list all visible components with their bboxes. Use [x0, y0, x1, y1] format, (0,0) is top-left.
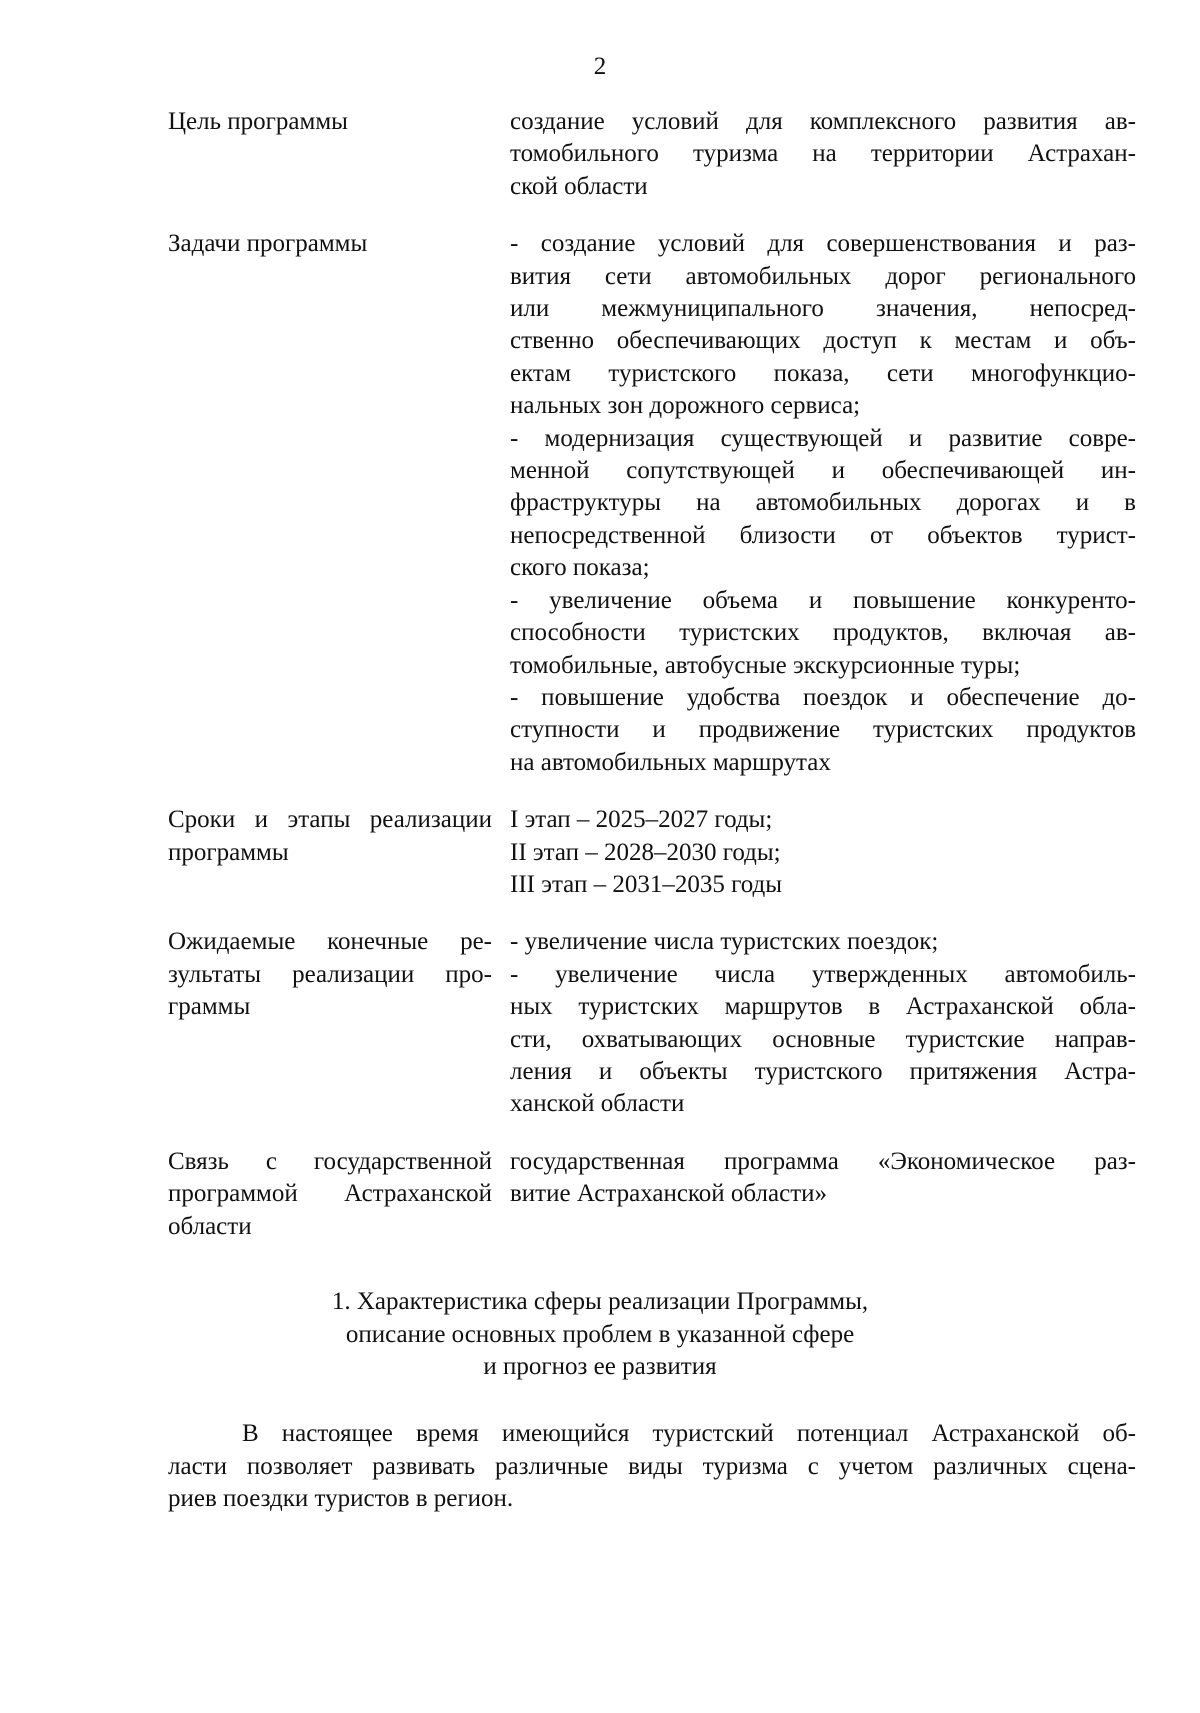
tasks-value-line: - модернизация существующей и развитие совре- [510, 424, 1136, 452]
body-paragraph-line: ласти позволяет развивать различные виды туризма с учетом различных сцена- [168, 1452, 1136, 1480]
passport-row-goal [168, 106, 1136, 203]
link-value-line: витие Астраханской области» [510, 1180, 828, 1208]
link-value-line: государственная программа «Экономическое раз- [510, 1147, 1136, 1175]
tasks-value-line: фраструктуры на автомобильных дорогах и в [510, 489, 1136, 517]
tasks-value-line: на автомобильных маршрутах [510, 748, 831, 776]
goal-value-line: ской области [510, 172, 648, 200]
results-label-line: зультаты реализации про- [168, 960, 492, 988]
results-value-line: сти, охватывающих основные туристские направ- [510, 1025, 1136, 1053]
passport-row-link [168, 1146, 1136, 1243]
link-label-line: программой Астраханской [168, 1180, 492, 1208]
tasks-value-line: или межмуниципального значения, непосред- [510, 295, 1136, 323]
goal-value-line: томобильного туризма на территории Астрахан- [510, 140, 1136, 168]
goal-value-line: создание условий для комплексного развития ав- [510, 108, 1136, 135]
results-label-line: Ожидаемые конечные ре- [168, 928, 492, 956]
tasks-value-line: ступности и продвижение туристских продуктов [510, 716, 1136, 744]
link-label [168, 1146, 510, 1243]
body-paragraph-line: риев поездки туристов в регион. [168, 1485, 514, 1512]
link-label-line: Связь с государственной [168, 1147, 492, 1175]
tasks-value-line: вития сети автомобильных дорог регионального [510, 262, 1136, 290]
results-label-line: граммы [168, 993, 251, 1021]
tasks-value [510, 228, 1136, 779]
goal-value [510, 106, 1136, 203]
results-value-line: - увеличение числа утвержденных автомобиль- [510, 960, 1136, 988]
tasks-value-line: ственно обеспечивающих доступ к местам и объ- [510, 327, 1136, 355]
passport-row-stages [168, 804, 1136, 901]
section-heading-line: описание основных проблем в указанной сфере [345, 1320, 855, 1348]
section-heading [0, 1286, 1200, 1384]
stages-label-line: программы [168, 838, 289, 866]
results-value-line: ханской области [510, 1090, 685, 1118]
section-heading-line: и прогноз ее развития [483, 1353, 717, 1380]
program-passport-table [168, 106, 1136, 1268]
section-heading-line: 1. Характеристика сферы реализации Программы, [331, 1288, 869, 1315]
page-number: 2 [593, 53, 607, 80]
stage-1: I этап – 2025–2027 годы; [510, 806, 773, 834]
goal-label [168, 106, 510, 203]
body-paragraph [168, 1418, 1136, 1516]
tasks-label-text: Задачи программы [168, 230, 368, 258]
passport-row-results [168, 926, 1136, 1120]
tasks-value-line: способности туристских продуктов, включая ав- [510, 619, 1136, 647]
results-value-line: ных туристских маршрутов в Астраханской обла- [510, 993, 1136, 1021]
tasks-value-line: менной сопутствующей и обеспечивающей ин- [510, 457, 1136, 485]
tasks-value-line: ектам туристского показа, сети многофункцио- [510, 359, 1136, 387]
results-label [168, 926, 510, 1120]
results-value-line: - увеличение числа туристских поездок; [510, 928, 939, 956]
tasks-value-line: - повышение удобства поездок и обеспечение до- [510, 683, 1136, 711]
stages-label-line: Сроки и этапы реализации [168, 806, 492, 834]
tasks-value-line: ского показа; [510, 554, 650, 582]
tasks-value-line: - создание условий для совершенствования и раз- [510, 230, 1136, 258]
tasks-value-line: - увеличение объема и повышение конкуренто- [510, 586, 1136, 614]
results-value-line: ления и объекты туристского притяжения Астра- [510, 1057, 1136, 1085]
stage-2: II этап – 2028–2030 годы; [510, 838, 781, 866]
tasks-value-line: томобильные, автобусные экскурсионные туры; [510, 651, 1021, 679]
goal-label-text: Цель программы [168, 108, 348, 135]
tasks-value-line: непосредственной близости от объектов турист- [510, 521, 1136, 549]
stage-3: III этап – 2031–2035 годы [510, 870, 783, 898]
stages-label [168, 804, 510, 901]
tasks-value-line: нальных зон дорожного сервиса; [510, 392, 861, 420]
tasks-label [168, 228, 510, 779]
link-label-line: области [168, 1212, 252, 1240]
results-value [510, 926, 1136, 1120]
body-paragraph-line: В настоящее время имеющийся туристский потенциал Астраханской об- [242, 1420, 1136, 1447]
link-value [510, 1146, 1136, 1243]
passport-row-tasks [168, 228, 1136, 779]
stages-value [510, 804, 1136, 901]
